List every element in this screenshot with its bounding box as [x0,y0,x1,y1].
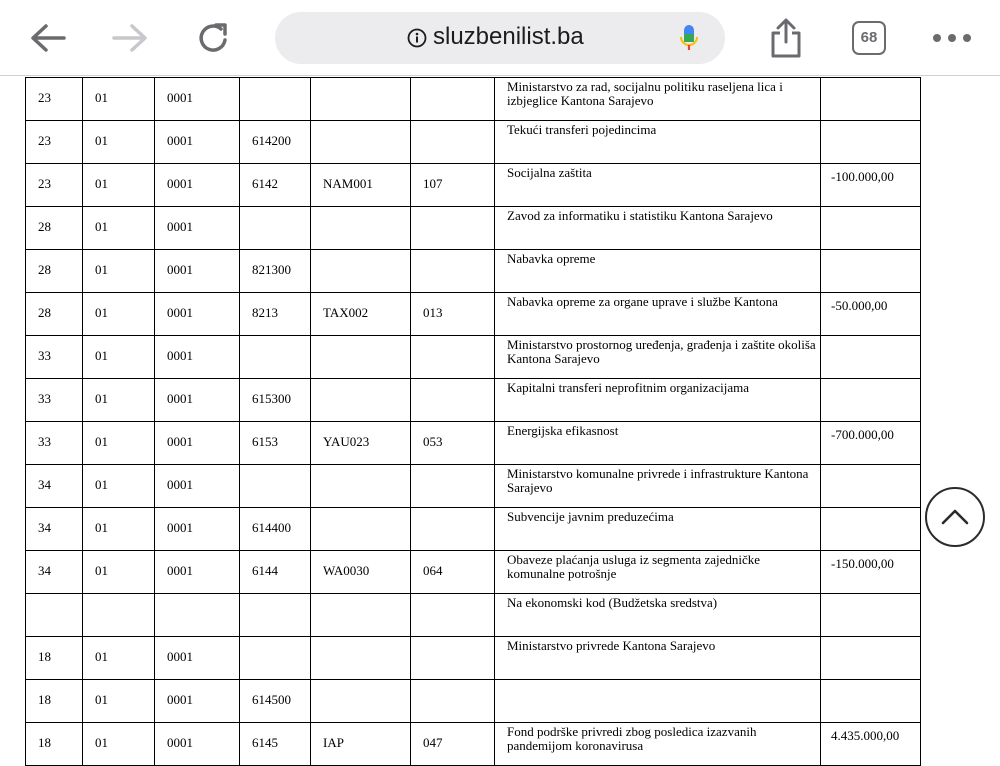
reload-button[interactable] [188,0,240,75]
cell-iznos [821,121,921,164]
cell-kod [311,508,411,551]
cell-glava: 01 [83,680,155,723]
cell-glava: 01 [83,250,155,293]
cell-funkcija [411,121,495,164]
cell-opis: Nabavka opreme za organe uprave i službe Kantona [495,293,821,336]
cell-funkcija [411,207,495,250]
cell-glava: 01 [83,551,155,594]
cell-kod [311,465,411,508]
cell-opis: Ministarstvo privrede Kantona Sarajevo [495,637,821,680]
more-icon [932,33,972,43]
cell-razdjel: 23 [26,78,83,121]
cell-funkcija [411,465,495,508]
cell-iznos: -100.000,00 [821,164,921,207]
cell-program: 0001 [155,78,240,121]
cell-program: 0001 [155,422,240,465]
info-icon[interactable] [407,28,427,48]
cell-iznos [821,250,921,293]
cell-program: 0001 [155,465,240,508]
cell-opis: Energijska efikasnost [495,422,821,465]
cell-opis: Ministarstvo prostornog uređenja, građenja i zaštite okoliša Kantona Sarajevo [495,336,821,379]
cell-konto [240,637,311,680]
cell-glava: 01 [83,164,155,207]
browser-toolbar [0,0,1000,75]
table-row [26,164,921,207]
cell-razdjel: 33 [26,422,83,465]
tabs-icon: 68 [852,21,886,55]
cell-funkcija: 064 [411,551,495,594]
cell-iznos [821,379,921,422]
cell-kod [311,680,411,723]
cell-iznos: 4.435.000,00 [821,723,921,766]
cell-iznos: -150.000,00 [821,551,921,594]
cell-program: 0001 [155,336,240,379]
cell-kod [311,121,411,164]
cell-glava: 01 [83,723,155,766]
cell-funkcija [411,250,495,293]
cell-razdjel: 34 [26,508,83,551]
table-row [26,637,921,680]
cell-opis: Tekući transferi pojedincima [495,121,821,164]
cell-konto [240,336,311,379]
cell-glava: 01 [83,422,155,465]
cell-iznos: -50.000,00 [821,293,921,336]
cell-opis: Zavod za informatiku i statistiku Kantona Sarajevo [495,207,821,250]
table-row [26,250,921,293]
table-row [26,207,921,250]
cell-konto [240,207,311,250]
cell-program: 0001 [155,637,240,680]
cell-konto [240,594,311,637]
cell-konto: 614500 [240,680,311,723]
cell-funkcija: 047 [411,723,495,766]
cell-glava: 01 [83,465,155,508]
cell-opis: Fond podrške privredi zbog posledica izazvanih pandemijom koronavirusa [495,723,821,766]
cell-kod: YAU023 [311,422,411,465]
table-row [26,723,921,766]
cell-glava [83,594,155,637]
cell-konto [240,78,311,121]
cell-kod [311,379,411,422]
cell-glava: 01 [83,508,155,551]
cell-razdjel: 34 [26,551,83,594]
cell-funkcija [411,379,495,422]
cell-iznos [821,508,921,551]
cell-kod: IAP [311,723,411,766]
cell-razdjel: 34 [26,465,83,508]
table-row [26,680,921,723]
cell-program: 0001 [155,723,240,766]
cell-konto: 6142 [240,164,311,207]
cell-funkcija [411,680,495,723]
cell-funkcija: 013 [411,293,495,336]
table-row [26,336,921,379]
cell-funkcija: 053 [411,422,495,465]
table-row [26,78,921,121]
chevron-up-icon [940,508,970,526]
cell-kod: WA0030 [311,551,411,594]
cell-iznos [821,465,921,508]
cell-konto: 614400 [240,508,311,551]
cell-iznos [821,680,921,723]
cell-kod [311,336,411,379]
cell-glava: 01 [83,78,155,121]
cell-program: 0001 [155,293,240,336]
cell-konto [240,465,311,508]
cell-kod [311,207,411,250]
cell-konto: 821300 [240,250,311,293]
toolbar-divider [0,75,1000,76]
cell-program: 0001 [155,164,240,207]
cell-kod: NAM001 [311,164,411,207]
cell-razdjel: 18 [26,723,83,766]
cell-razdjel: 23 [26,121,83,164]
cell-iznos: -700.000,00 [821,422,921,465]
back-button[interactable] [22,0,74,75]
cell-iznos [821,594,921,637]
table-row [26,508,921,551]
cell-konto: 615300 [240,379,311,422]
budget-table [25,77,921,766]
cell-kod [311,250,411,293]
cell-program [155,594,240,637]
cell-glava: 01 [83,379,155,422]
cell-glava: 01 [83,121,155,164]
cell-glava: 01 [83,293,155,336]
cell-funkcija: 107 [411,164,495,207]
cell-opis: Obaveze plaćanja usluga iz segmenta zajedničke komunalne potrošnje [495,551,821,594]
cell-konto: 6145 [240,723,311,766]
cell-program: 0001 [155,680,240,723]
arrow-left-icon [28,22,68,54]
cell-opis: Nabavka opreme [495,250,821,293]
table-row [26,465,921,508]
cell-program: 0001 [155,508,240,551]
reload-icon [195,19,233,57]
cell-program: 0001 [155,250,240,293]
table-row [26,422,921,465]
table-row [26,121,921,164]
share-icon [768,18,804,58]
cell-opis: Ministarstvo za rad, socijalnu politiku raseljena lica i izbjeglice Kantona Sarajevo [495,78,821,121]
cell-kod [311,637,411,680]
cell-razdjel [26,594,83,637]
budget-table-container [25,77,920,766]
cell-iznos [821,637,921,680]
cell-razdjel: 33 [26,336,83,379]
share-button[interactable] [760,0,812,75]
table-row [26,379,921,422]
budget-table-body [26,78,921,766]
cell-razdjel: 28 [26,207,83,250]
tabs-button[interactable] [846,0,892,75]
cell-razdjel: 33 [26,379,83,422]
cell-funkcija [411,508,495,551]
cell-iznos [821,207,921,250]
cell-glava: 01 [83,637,155,680]
more-button[interactable] [928,0,976,75]
cell-program: 0001 [155,207,240,250]
cell-razdjel: 28 [26,293,83,336]
cell-opis: Ministarstvo komunalne privrede i infrastrukture Kantona Sarajevo [495,465,821,508]
cell-funkcija [411,336,495,379]
cell-iznos [821,336,921,379]
cell-opis [495,680,821,723]
cell-funkcija [411,78,495,121]
table-row [26,293,921,336]
cell-razdjel: 28 [26,250,83,293]
cell-kod [311,78,411,121]
cell-konto: 8213 [240,293,311,336]
cell-opis: Na ekonomski kod (Budžetska sredstva) [495,594,821,637]
address-bar[interactable] [275,12,725,64]
cell-kod: TAX002 [311,293,411,336]
table-row [26,551,921,594]
cell-razdjel: 18 [26,680,83,723]
cell-konto: 6153 [240,422,311,465]
cell-opis: Kapitalni transferi neprofitnim organizacijama [495,379,821,422]
arrow-right-icon [110,22,150,54]
microphone-icon[interactable] [678,23,700,53]
cell-program: 0001 [155,551,240,594]
cell-glava: 01 [83,336,155,379]
cell-program: 0001 [155,121,240,164]
cell-razdjel: 18 [26,637,83,680]
cell-kod [311,594,411,637]
table-row [26,594,921,637]
cell-opis: Socijalna zaštita [495,164,821,207]
cell-glava: 01 [83,207,155,250]
cell-program: 0001 [155,379,240,422]
cell-konto: 6144 [240,551,311,594]
cell-razdjel: 23 [26,164,83,207]
cell-funkcija [411,637,495,680]
cell-konto: 614200 [240,121,311,164]
cell-iznos [821,78,921,121]
scroll-to-top-button[interactable] [925,487,985,547]
cell-opis: Subvencije javnim preduzećima [495,508,821,551]
cell-funkcija [411,594,495,637]
forward-button[interactable] [104,0,156,75]
url-text[interactable]: sluzbenilist.ba [433,23,584,50]
